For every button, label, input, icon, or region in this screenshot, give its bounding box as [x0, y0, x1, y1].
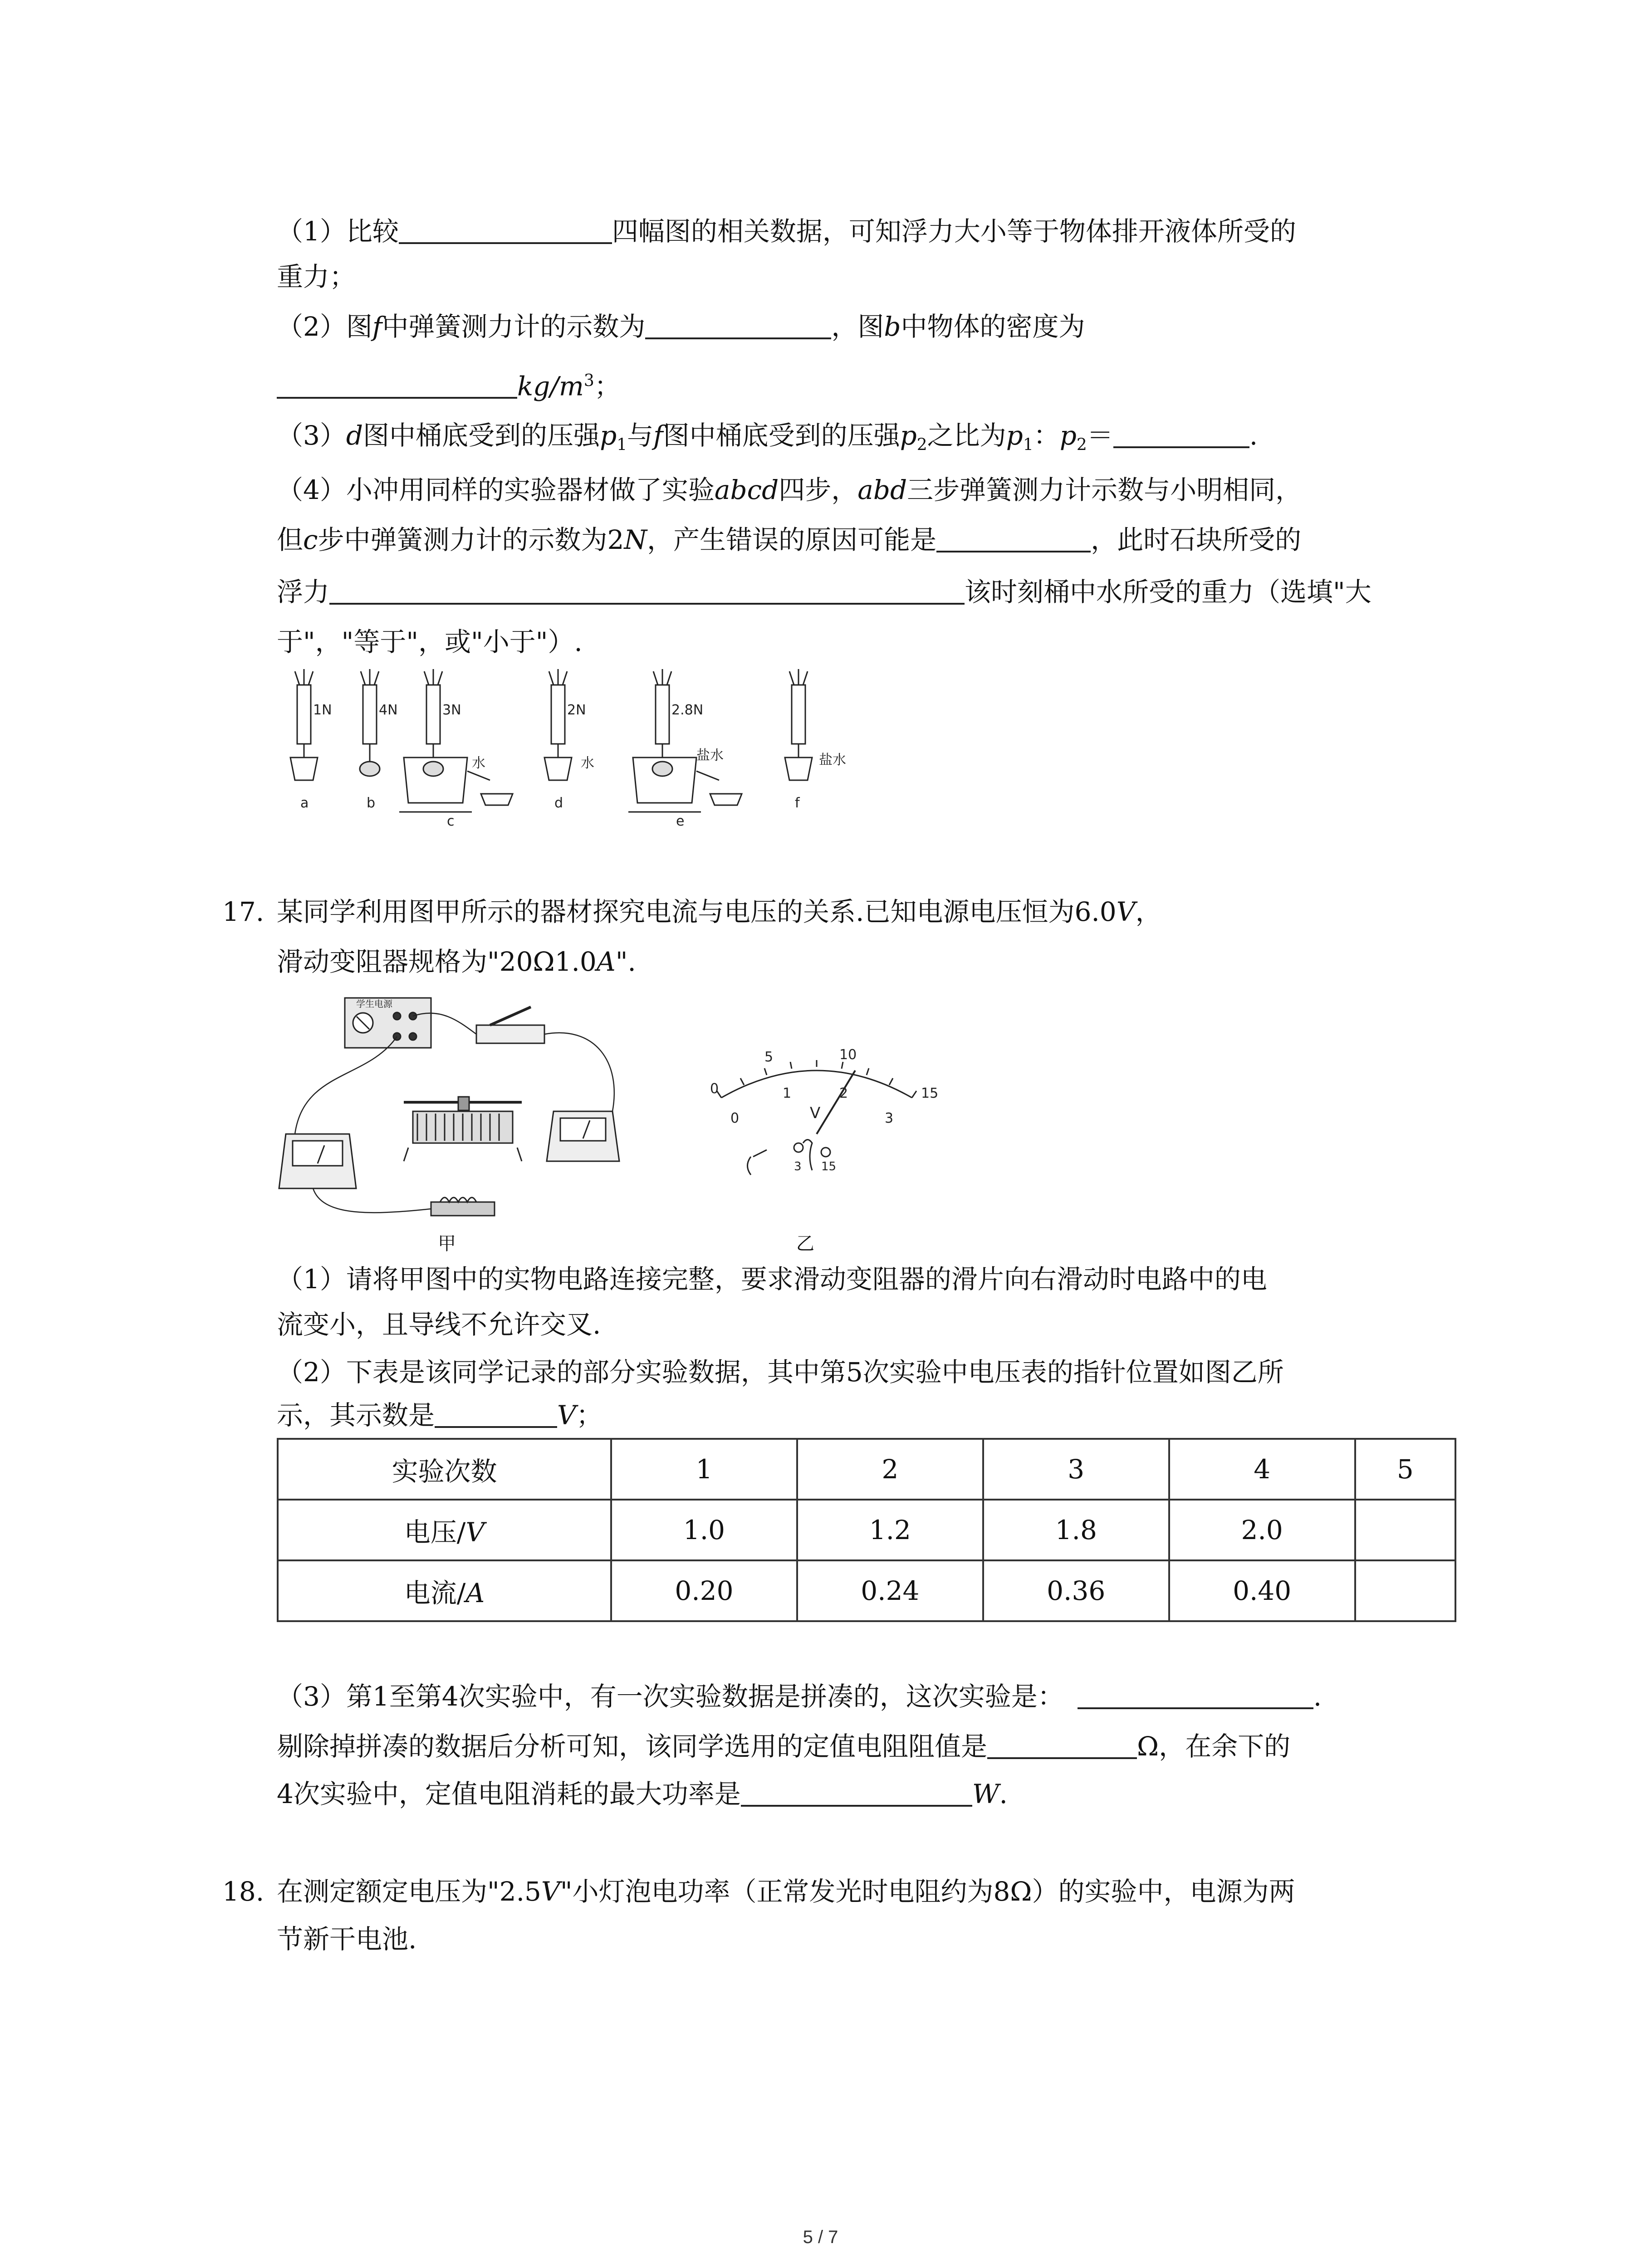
- panel-c: [399, 669, 513, 812]
- q16-part4-line4: 于"，"等于"，或"小于"）.: [277, 626, 583, 657]
- q17-part3-line3: 4次实验中，定值电阻消耗的最大功率是 W.: [277, 1779, 1008, 1809]
- switch: [476, 1007, 544, 1043]
- liquid-d: 水: [581, 755, 594, 771]
- figure-label-jia: 甲: [438, 1233, 456, 1254]
- answer-blank[interactable]: [987, 1732, 1137, 1759]
- terminal-3: 3: [794, 1160, 802, 1173]
- q16-part1-line2: 重力；: [277, 261, 356, 292]
- panel-f: [785, 669, 812, 780]
- reading-b: 4N: [379, 702, 398, 718]
- panel-d: [544, 669, 572, 780]
- q17-intro-line2: 滑动变阻器规格为"20Ω1.0A".: [277, 946, 636, 977]
- table-header-cell: 3: [983, 1439, 1169, 1500]
- table-cell: 1.2: [797, 1500, 983, 1560]
- q17-part2-line2: 示，其示数是 V；: [277, 1400, 603, 1431]
- answer-blank[interactable]: [1113, 421, 1249, 448]
- question-number: 17.: [222, 896, 265, 927]
- q17-part1-line2: 流变小，且导线不允许交叉.: [277, 1309, 601, 1340]
- inner-tick-0: 0: [730, 1110, 740, 1126]
- table-cell: 0.36: [983, 1560, 1169, 1621]
- label-f: f: [795, 795, 800, 811]
- reading-e: 2.8N: [671, 702, 704, 718]
- voltmeter-left: [279, 1134, 356, 1188]
- table-cell: 0.20: [611, 1560, 797, 1621]
- experiment-data-table: [277, 1438, 1456, 1622]
- table-header-cell: 实验次数: [278, 1439, 611, 1500]
- answer-blank[interactable]: [399, 217, 612, 244]
- table-cell: 0.24: [797, 1560, 983, 1621]
- q16-part2-line1: （2）图f中弹簧测力计的示数为 ，图b中物体的密度为: [277, 311, 1085, 342]
- panel-e: [628, 669, 742, 812]
- inner-tick-3: 3: [885, 1110, 894, 1126]
- table-header-cell: 2: [797, 1439, 983, 1500]
- label-b: b: [367, 795, 376, 811]
- reading-c: 3N: [442, 702, 461, 718]
- liquid-e: 盐水: [696, 748, 724, 763]
- q17-part1-line1: （1）请将甲图中的实物电路连接完整，要求滑动变阻器的滑片向右滑动时电路中的电: [277, 1264, 1267, 1295]
- outer-tick-15: 15: [921, 1085, 939, 1101]
- reading-d: 2N: [567, 702, 586, 718]
- ammeter-right: [547, 1111, 619, 1161]
- q16-part4-line1: （4）小冲用同样的实验器材做了实验abcd四步，abd三步弹簧测力计示数与小明相同，: [277, 474, 1302, 505]
- reading-a: 1N: [313, 702, 332, 718]
- answer-blank[interactable]: [435, 1401, 557, 1428]
- liquid-c: 水: [472, 755, 485, 771]
- buoyancy-experiment-figure: [268, 667, 903, 830]
- q16-part1-line1: （1）比较 四幅图的相关数据，可知浮力大小等于物体排开液体所受的: [277, 216, 1296, 247]
- table-cell: 1.8: [983, 1500, 1169, 1560]
- needle: [817, 1070, 855, 1134]
- q17-part3-line1: （3）第1至第4次实验中，有一次实验数据是拼凑的，这次实验是： .: [277, 1681, 1322, 1712]
- table-header-cell: 5: [1355, 1439, 1455, 1500]
- dial-arc: [721, 1070, 912, 1098]
- question-number: 18.: [222, 1876, 265, 1907]
- table-cell: 1.0: [611, 1500, 797, 1560]
- table-cell[interactable]: [1355, 1560, 1455, 1621]
- table-cell: 2.0: [1169, 1500, 1355, 1560]
- page-number: 5 / 7: [803, 2227, 838, 2247]
- label-a: a: [300, 795, 309, 811]
- label-c: c: [447, 813, 455, 829]
- unit-label: V: [810, 1104, 821, 1122]
- table-header-row: [278, 1439, 1455, 1500]
- figure-label-yi: 乙: [796, 1233, 814, 1254]
- answer-blank[interactable]: [277, 371, 517, 399]
- table-header-cell: 4: [1169, 1439, 1355, 1500]
- row-label: 电压/V: [278, 1500, 611, 1560]
- q17-part3-line2: 剔除掉拼凑的数据后分析可知，该同学选用的定值电阻阻值是 Ω，在余下的: [277, 1731, 1291, 1762]
- q17-part2-line1: （2）下表是该同学记录的部分实验数据，其中第5次实验中电压表的指针位置如图乙所: [277, 1357, 1284, 1388]
- q16-part4-line2: 但c步中弹簧测力计的示数为2N，产生错误的原因可能是 ，此时石块所受的: [277, 524, 1302, 555]
- resistor: [431, 1198, 495, 1216]
- label-d: d: [554, 795, 563, 811]
- outer-tick-10: 10: [839, 1047, 857, 1063]
- row-label: 电流/A: [278, 1560, 611, 1621]
- table-row: [278, 1500, 1455, 1560]
- answer-blank[interactable]: [741, 1779, 972, 1807]
- terminal-15: 15: [821, 1160, 837, 1173]
- q17-intro-line1: 某同学利用图甲所示的器材探究电流与电压的关系.已知电源电压恒为6.0V，: [277, 896, 1162, 927]
- inner-tick-1: 1: [783, 1085, 792, 1101]
- q16-part4-line3: 浮力 该时刻桶中水所受的重力（选填"大: [277, 577, 1372, 607]
- q16-part3: （3）d图中桶底受到的压强$p_1$与f图中桶底受到的压强$p_2$之比为$p_1$：$p_2=$ .: [277, 420, 1258, 455]
- answer-blank[interactable]: [329, 577, 965, 605]
- q18-line2: 节新干电池.: [277, 1924, 417, 1955]
- table-row: [278, 1560, 1455, 1621]
- outer-tick-5: 5: [764, 1049, 774, 1065]
- voltmeter-dial-figure: [690, 1034, 944, 1188]
- panel-b: [360, 669, 380, 776]
- liquid-f: 盐水: [819, 752, 846, 768]
- answer-blank[interactable]: [1078, 1682, 1313, 1709]
- inner-tick-2: 2: [839, 1085, 848, 1101]
- q16-part2-line2: $kg/m^3$；: [277, 363, 621, 404]
- table-header-cell: 1: [611, 1439, 797, 1500]
- table-cell: 0.40: [1169, 1560, 1355, 1621]
- answer-blank[interactable]: [645, 312, 831, 339]
- label-e: e: [676, 813, 685, 829]
- outer-tick-0: 0: [710, 1081, 719, 1097]
- rheostat: [404, 1097, 522, 1161]
- power-supply-label: 学生电源: [356, 998, 392, 1009]
- answer-blank[interactable]: [936, 525, 1091, 552]
- table-cell[interactable]: [1355, 1500, 1455, 1560]
- circuit-apparatus-figure: [277, 989, 708, 1225]
- panel-a: [290, 669, 318, 780]
- q18-line1: 在测定额定电压为"2.5V"小灯泡电功率（正常发光时电阻约为8Ω）的实验中，电源为两: [277, 1876, 1295, 1907]
